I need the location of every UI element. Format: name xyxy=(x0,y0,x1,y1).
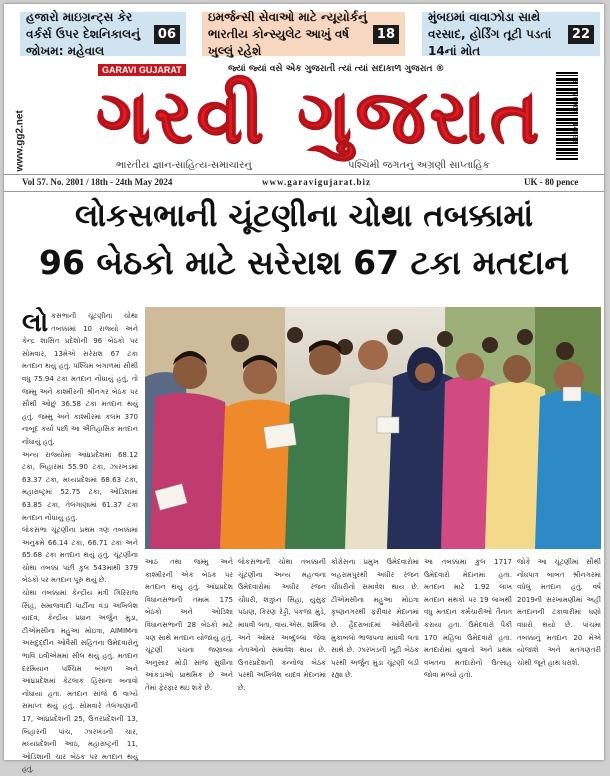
article-column-3 xyxy=(331,556,419,758)
headline-line-2: 96 બેઠકો માટે સરેરાશ 67 ટકા મતદાન xyxy=(39,243,569,282)
article-paragraph: કસભાની ચૂંટણીના ચોથા તબક્કામાં 10 રાજ્યો અને કેન્દ્ર શાસિત પ્રદેશોની 96 બેઠકો પર સોમવાર, 13મેએ સરેરાશ 67 ટકા મતદાન થયું હતું. પશ્ચિમ બંગાળમાં સૌથી વધુ 75.94 ટકા મતદાન નોંધાયું હતું, તો જમ્મુ અને કાશ્મીરની શ્રીનગર બેઠક પર સૌથી ઓછું 36.58 ટકા મતદાન થયું હતું. જમ્મુ અને કાશ્મીરમાં કલમ 370 નાબૂદ કર્યા પછી આ ઐતિહાસિક મતદાન નોંધાયું હતું. xyxy=(22,312,138,446)
article-paragraph: ચોથા તબક્કામાં કેન્દ્રીય મંત્રી ગિરિરાજ સિંહ, સમાજવાદી પાર્ટીના વડા અખિલેશ યાદવ, કેન્દ્રીય પ્રધાન અર્જુન મુંડા, ટીએમસીના મહુઆ મોઇત્રા, AIMIMના અસદુદ્દીન ઓવૈસી સહિતના ઉમેદવારોનું ભાવિ ઇવીએમમાં સીલ થયું હતું. મતદાન દરમિયાન પશ્ચિમ બંગાળ અને આંધ્રપ્રદેશમાં કેટલાક હિંસાના બનાવો નોંધાયા હતા. મતદાન સાંજે 6 વાગ્યે સમાપ્ત થયું હતું. સોમવારે તેલંગાણાની 17, આંધ્રપ્રદેશની 25, ઉત્તરપ્રદેશની 13, બિહારની પાંચ, ઝારખંડની ચાર, મધ્યપ્રદેશની આઠ, મહારાષ્ટ્રની 11, ઓડિશાની ચાર બેઠક પર મતદાન થયું હતું. xyxy=(22,589,138,774)
newspaper-front-page xyxy=(4,4,604,774)
article-column-left xyxy=(22,308,138,774)
teaser-text: હજારો માઇગ્રન્ટ્સ કેર વર્કર્સ ઉપર દેશનિકાલનું જોખમ: મહેવાલ xyxy=(26,9,141,58)
article-column-5 xyxy=(517,556,601,758)
article-column-2 xyxy=(238,556,326,758)
article-column-4 xyxy=(424,556,512,758)
dropcap: લો xyxy=(22,308,49,338)
masthead-logo: ગરવી ગુજરાત xyxy=(96,74,543,160)
article-paragraph: કોંગ્રેસના પ્રમુખ ઉમેદવારોમાં બહરામપુરથી અધીર રંજન ચૌધરીનો સમાવેશ થાય છે. ટીએમસીના મહુઆ મોઇત્રા કૃષ્ણનગરથી ફરીવાર મેદાનમાં છે. હૈદરાબાદમાં ઓવૈસીનો મુકાબલો ભાજપના માધવી લતા સાથે છે. ઝારખંડની ખૂંટી બેઠક પરથી અર્જુન મુંડા ચૂંટણી લડી રહ્યા છે. xyxy=(331,558,419,680)
article-paragraph: આ તબક્કામાં કુલ 1717 ઉમેદવારો મેદાનમાં હતા. મતદાન માટે 1.92 લાખ મતદાન મથકો પર 19 લાખથી વધુ મતદાન કર્મચારીઓ તૈનાત કરાયા હતા. ઉમેદવારો પૈકી 170 મહિલા ઉમેદવારો હતા. મતદારોમાં યુવાનો અને પ્રથમ વખતના મતદારોનો ઉત્સાહ જોવા મળ્યો હતો. xyxy=(424,558,512,680)
photo-illustration xyxy=(145,307,601,549)
article-paragraph: અન્ય રાજ્યોમાં આંધ્રપ્રદેશમાં 68.12 ટકા, બિહારમાં 55.90 ટકા, ઝારખંડમાં 63.37 ટકા, મધ્યપ્રદેશમાં 68.63 ટકા, મહારાષ્ટ્રમાં 52.75 ટકા, ઓડિશામાં 63.85 ટકા, તેલંગાણામાં 61.37 ટકા મતદાન નોંધાયું હતું. xyxy=(22,450,138,522)
side-website-url xyxy=(10,74,26,174)
teaser-box-3[interactable] xyxy=(422,9,600,58)
masthead-subtitle-left: ભારતીય જ્ઞાન-સાહિત્ય-સમાચારનું xyxy=(116,160,252,171)
issue-info-bar xyxy=(4,174,604,192)
barcode-number: 9 770964 714008 xyxy=(570,80,578,144)
teaser-text: ઇમર્જન્સી સેવાઓ માટે ન્યૂયોર્કનું ભારતીય કોન્સ્યુલેટ આખું વર્ષ ખુલ્લું રહેશે xyxy=(208,9,368,58)
brand-small-label: GARAVI GUJARAT xyxy=(98,64,186,76)
volume-issue-date: Vol 57. No. 2801 / 18th - 24th May 2024 xyxy=(22,177,173,187)
article-column-1 xyxy=(145,556,233,758)
barcode xyxy=(552,68,592,164)
teaser-page-number: 06 xyxy=(154,25,180,44)
teaser-box-1[interactable] xyxy=(20,9,186,58)
website-link[interactable]: www.garavigujarat.biz xyxy=(262,177,371,187)
side-url-text: www.gg2.net xyxy=(14,110,26,172)
article-paragraph: આઠ તથા જમ્મુ અને કાશ્મીરની એક બેઠક પર મતદાન થયું હતું. આંધ્રપ્રદેશ વિધાનસભાની તમામ 175 બેઠકો અને ઓડિશા વિધાનસભાની 28 બેઠકો માટે પણ સાથે મતદાન યોજાયું હતું. ચૂંટણી પંચના જણાવ્યા અનુસાર મોડી સાંજ સુધીના આંકડાઓ પ્રાથમિક છે અને તેમાં ફેરફાર થઇ શકે છે. xyxy=(145,558,233,692)
article-paragraph: જોકે આ ચૂંટણીમાં સૌથી નોંધપાત્ર બાબત શ્રીનગરમાં વધેલું મતદાન હતું. વર્ષ 2019ની સરખામણીમાં અહીં મતદાનની ટકાવારીમાં ઘણો વધારો થયો છે. પાંચમા તબક્કાનું મતદાન 20 મેએ યોજાશે અને મતગણતરી ચોથી જૂને હાથ ધરાશે. xyxy=(517,558,601,667)
voters-queue-photo xyxy=(145,307,601,549)
teaser-page-number: 18 xyxy=(373,25,399,44)
teaser-text: મુંબઇમાં વાવાઝોડા સાથે વરસાદ, હોર્ડિંગ તૂટી પડતાં 14નાં મોત xyxy=(428,9,552,58)
headline-line-1: લોકસભાની ચૂંટણીના ચોથા તબક્કામાં xyxy=(74,198,534,234)
price-label: UK - 80 pence xyxy=(524,177,579,187)
teaser-page-number: 22 xyxy=(568,25,594,44)
masthead-subtitle-right: પશ્ચિમી જગતનું અગ્રણી સાપ્તાહિક xyxy=(348,160,490,171)
teaser-box-2[interactable] xyxy=(202,9,405,58)
article-paragraph: લોકસભા ચૂંટણીના પ્રથમ ત્રણ તબક્કામાં અનુક્રમે 66.14 ટકા, 66.71 ટકા અને 65.68 ટકા મતદાન થયું હતું. ચૂંટણીના ચોથા તબક્કા પછી કુલ 543માંથી 379 બેઠકો પર મતદાન પૂરું થયું છે. xyxy=(22,526,138,585)
masthead-tagline: જ્યાં જ્યાં વસે એક ગુજરાતી ત્યાં ત્યાં સદાકાળ ગુજરાત ® xyxy=(228,64,445,74)
article-paragraph: લોકસભાની ચોથા તબક્કાની ચૂંટણીના અન્ય મહત્વના ઉમેદવારોમાં અધીર રંજન ચૌધરી, શત્રુઘ્ન સિંહા, યુસુફ પઠાણ, કિરણ રેડ્ડી, પંકજા મુંડે, માધવી લતા, વાય.એસ. શર્મિલા અને ઓમર અબ્દુલ્લા જેવા નેતાઓનો સમાવેશ થાય છે. ઉત્તરપ્રદેશની કન્નોજ બેઠક પરથી અખિલેશ યાદવ મેદાનમાં છે. xyxy=(238,558,326,692)
